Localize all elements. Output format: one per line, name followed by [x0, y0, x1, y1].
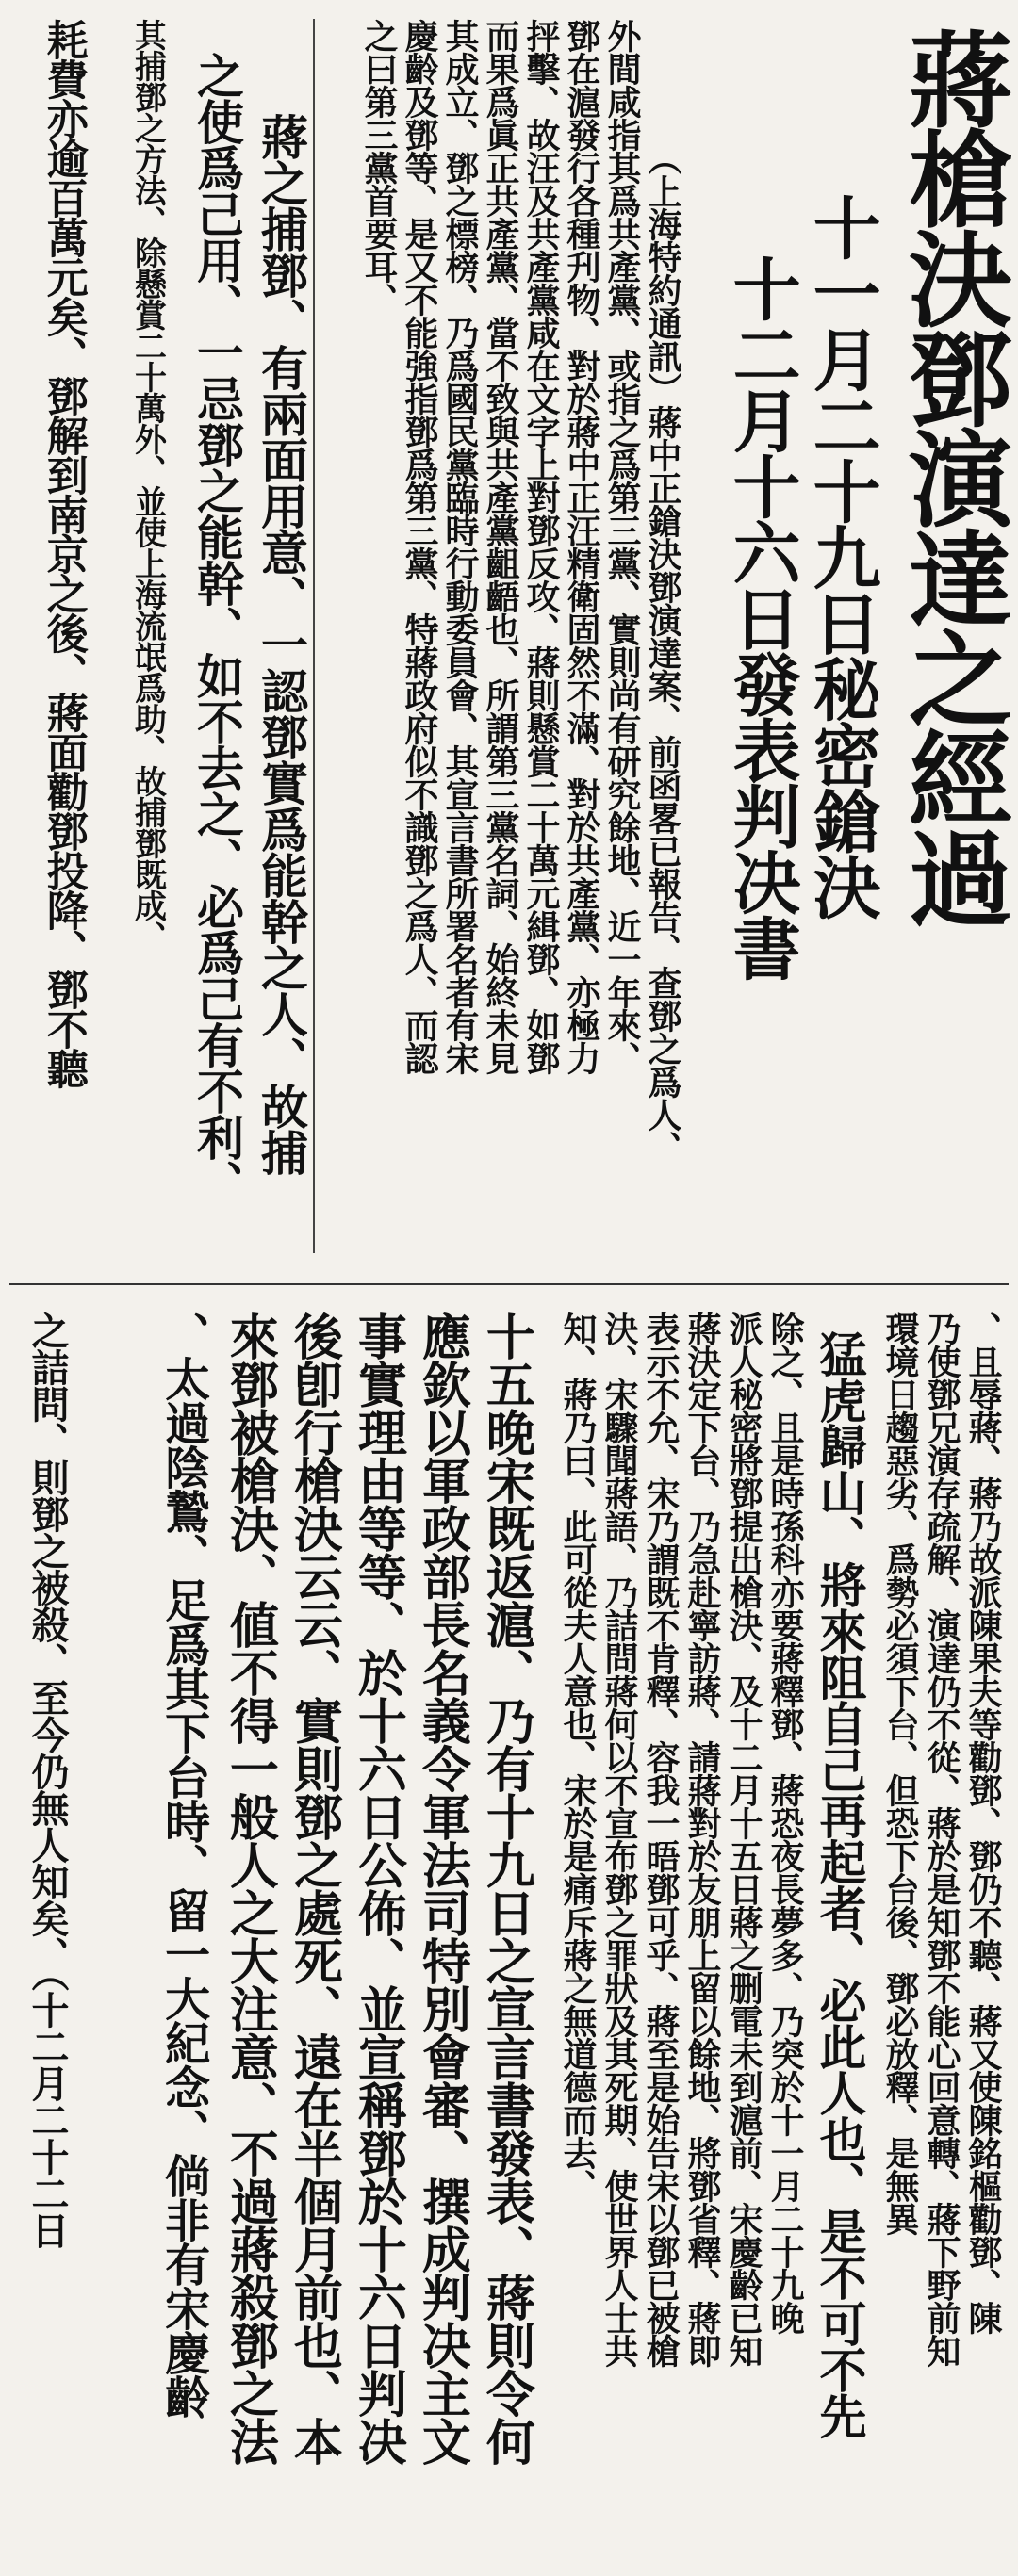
body-column: 其成立、鄧之標榜、乃爲國民黨臨時行動委員會、其宣言書所署名者有宋 [440, 19, 480, 1074]
body-column: 慶齡及鄧等、是又不能強指鄧爲第三黨、特蔣政府似不識鄧之爲人、而認 [400, 19, 439, 1074]
body-column: （上海特約通訊）蔣中正鎗決鄧演達案、前函畧已報告、查鄧之爲人、 [643, 141, 682, 1164]
body-column: 後卽行槍決云云、實則鄧之處死、遠在半個月前也、本 [285, 1312, 343, 2465]
body-column: 、且辱蔣、蔣乃故派陳果夫等勸鄧、鄧仍不聽、蔣又使陳銘樞勸鄧、陳 [963, 1312, 1003, 2334]
body-column: 派人秘密將鄧提出槍決、及十二月十五日蔣之删電未到滬前、宋慶齡已知 [724, 1312, 764, 2367]
body-column: 其捕鄧之方法、除懸賞二十萬外、並使上海流氓爲助、故捕鄧既成、 [128, 19, 167, 952]
body-column: 之詰問、則鄧之被殺、至今仍無人知矣、（十二月二十二日 [25, 1312, 70, 2248]
body-column: 環境日趨惡劣、爲勢必須下台、但恐下台後、鄧必放釋、是無異 [880, 1312, 920, 2235]
body-column: 應欽以軍政部長名義令軍法司特別會審、撰成判决主文 [413, 1312, 471, 2465]
body-column: 之使爲己用、一忌鄧之能幹、如不去之、必爲己有不利、 [189, 52, 245, 1206]
body-column: 決、宋驟聞蔣語、乃詰問蔣何以不宣布鄧之罪狀及其死期、使世界人士共 [599, 1312, 639, 2367]
body-column: 十五晚宋既返滬、乃有十九日之宣言書發表、蔣則令何 [477, 1312, 535, 2465]
body-column: 猛虎歸山、將來阻自己再起者、必此人也、是不可不先 [812, 1330, 868, 2438]
body-column: 而果爲眞正共產黨、當不致與共產黨齟齬也、所謂第三黨名詞、始終未見 [481, 19, 520, 1074]
body-column: 除之、且是時孫科亦要蔣釋鄧、蔣恐夜長夢多、乃突於十一月二十九晚 [765, 1312, 805, 2334]
body-column: 蔣決定下台、乃急赴寧訪蔣、請蔣對於友朋上留以餘地、將鄧省釋、蔣即 [682, 1312, 722, 2367]
body-column: 事實理由等等、於十六日公佈、並宣稱鄧於十六日判决 [349, 1312, 407, 2465]
body-column: 外間咸指其爲共產黨、或指之爲第三黨、實則尚有研究餘地、近一年來、 [602, 19, 642, 1074]
body-column: 蔣之捕鄧、有兩面用意、一認鄧實爲能幹之人、故捕 [254, 113, 309, 1175]
headline-subtitle-1: 十一月二十九日秘密鎗決 [801, 193, 882, 919]
body-column: 知、蔣乃曰、此可從夫人意也、宋於是痛斥蔣之無道德而去、 [558, 1312, 598, 2202]
body-column: 來鄧被槍決、値不得一般人之大注意、不過蔣殺鄧之法 [221, 1312, 279, 2465]
headline-title: 蔣槍決鄧演達之經過 [892, 26, 1013, 925]
body-column: 之曰第三黨首要耳、 [359, 19, 399, 316]
body-column: 抨擊、故汪及共產黨咸在文字上對鄧反攻、蔣則懸賞二十萬元緝鄧、如鄧 [521, 19, 561, 1074]
headline-subtitle-2: 十二月十六日發表判决書 [721, 254, 802, 980]
article-top-section [0, 0, 1018, 1277]
column-rule [313, 19, 315, 1253]
section-divider [9, 1283, 1009, 1285]
body-column: 耗費亦逾百萬元矣、鄧解到南京之後、蔣面勸鄧投降、鄧不聽 [39, 19, 88, 1087]
body-column: 、太過陰鷙、足爲其下台時、留一大紀念、倘非有宋慶齡 [156, 1312, 210, 2419]
body-column: 乃使鄧兄演存疏解、演達仍不從、蔣於是知鄧不能心回意轉、蔣下野前知 [922, 1312, 961, 2367]
body-column: 表示不允、宋乃謂既不肯釋、容我一晤鄧可乎、蔣至是始告宋以鄧已被槍 [641, 1312, 681, 2367]
article-bottom-section [0, 1293, 1018, 2576]
body-column: 鄧在滬發行各種刋物、對於蔣中正汪精衛固然不滿、對於共產黨、亦極力 [562, 19, 601, 1074]
